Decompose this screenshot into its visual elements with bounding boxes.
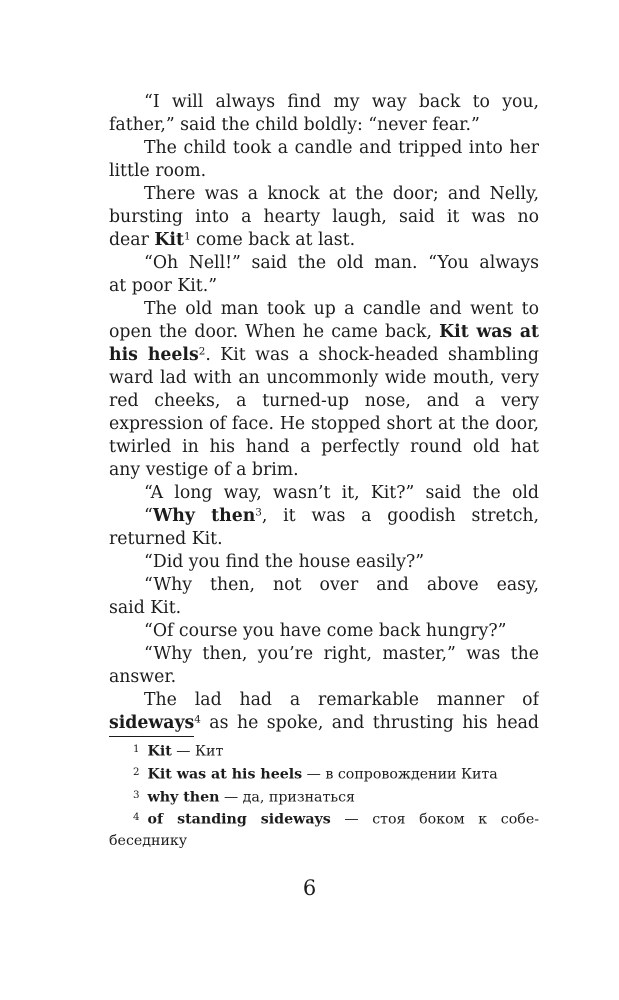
text-line: ward lad with an uncommonly wide mouth, very <box>109 368 539 388</box>
text-line: at poor Kit.” <box>109 276 218 296</box>
text-line: The lad had a remarkable manner of <box>144 690 539 710</box>
text-line: little room. <box>109 161 207 181</box>
page-number: 6 <box>302 876 317 900</box>
text-line: returned Kit. <box>109 529 223 549</box>
text-line: The old man took up a candle and went to <box>144 299 539 319</box>
text-line: “Why then, not over and above easy, <box>144 575 539 595</box>
body-text <box>109 91 539 735</box>
text-line: expression of face. He stopped short at the door, <box>109 414 539 434</box>
footnote-ref: 1 <box>183 230 191 243</box>
footnote: $^4$ of standing sideways — стоя боком к собе- <box>133 811 539 828</box>
text-line: his heels$^2$. Kit was a shock-headed shambling <box>109 345 539 365</box>
footnote: $^2$ Kit was at his heels — в сопровождении Кита <box>133 766 498 783</box>
text-line: father,” said the child boldly: “never fear.” <box>109 115 480 135</box>
text-line: bursting into a hearty laugh, said it was no <box>109 207 539 227</box>
bold-term: Kit <box>154 230 184 250</box>
text-line: “I will always find my way back to you, <box>144 92 539 112</box>
footnote-ref: 3 <box>255 506 262 519</box>
bold-term: Kit was at <box>439 322 539 342</box>
bold-term: sideways <box>109 713 195 733</box>
text-line: “Why then$^3$, it was a goodish stretch, <box>144 506 539 526</box>
text-line: said Kit. <box>109 598 182 618</box>
footnotes <box>109 739 539 853</box>
footnote-divider <box>109 736 194 737</box>
text-line: sideways$^4$ as he spoke, and thrusting his head <box>109 713 539 733</box>
footnote: $^1$ Kit — Кит <box>133 743 224 760</box>
text-line: any vestige of a brim. <box>109 460 299 480</box>
footnote-continuation: беседнику <box>109 833 188 850</box>
text-line: answer. <box>109 667 177 687</box>
book-page <box>109 91 539 853</box>
text-line: twirled in his hand a perfectly round old hat <box>109 437 539 457</box>
text-line: There was a knock at the door; and Nelly, <box>144 184 539 204</box>
footnote: $^3$ why then — да, признаться <box>133 789 355 806</box>
text-line: The child took a candle and tripped into her <box>144 138 539 158</box>
footnote-ref: 2 <box>198 345 206 358</box>
bold-term: Why then <box>152 506 256 526</box>
bold-term: his heels <box>109 345 199 365</box>
text-line: “Of course you have come back hungry?” <box>144 621 507 641</box>
text-line: dear Kit$^1$ come back at last. <box>109 230 356 250</box>
text-line: “Did you find the house easily?” <box>144 552 425 572</box>
footnote-ref: 4 <box>194 713 201 726</box>
text-line: “Why then, you’re right, master,” was the <box>144 644 539 664</box>
text-line: “Oh Nell!” said the old man. “You always <box>144 253 539 273</box>
text-line: red cheeks, a turned-up nose, and a very <box>109 391 539 411</box>
text-line: open the door. When he came back, Kit was at <box>109 322 539 342</box>
text-line: “A long way, wasn’t it, Kit?” said the old <box>144 483 539 503</box>
